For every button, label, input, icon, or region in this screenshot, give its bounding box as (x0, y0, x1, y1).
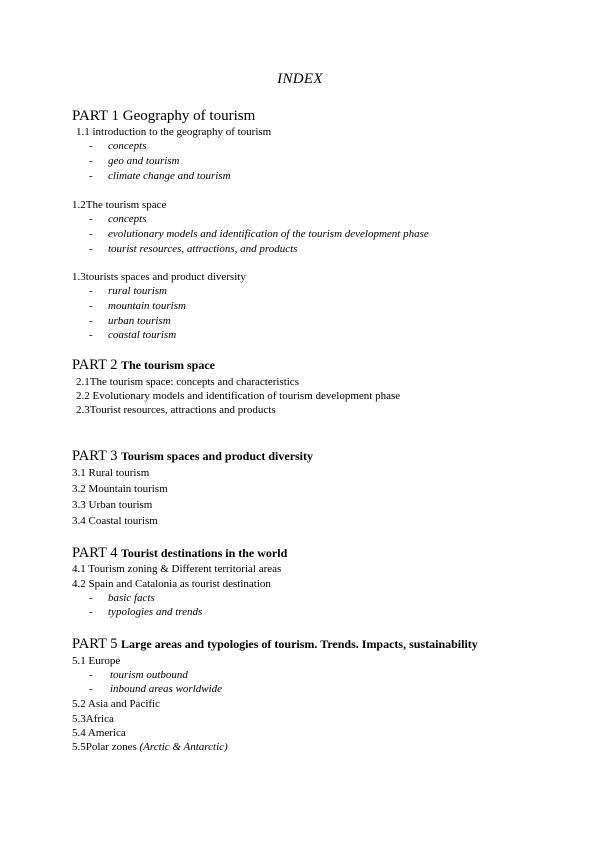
polar-note: (Arctic & Antarctic) (139, 741, 228, 753)
section-2-3: 2.3Tourist resources, attractions and products (76, 404, 276, 416)
section-5-5: 5.5Polar zones (Arctic & Antarctic) (72, 741, 228, 753)
part-2-heading: PART 2 The tourism space (72, 357, 215, 373)
section-5-3: 5.3Africa (72, 713, 114, 725)
page-title: INDEX (277, 71, 323, 87)
list-item: - tourist resources, attractions, and products (89, 243, 298, 255)
section-1-1: 1.1 introduction to the geography of tourism (76, 126, 272, 138)
section-1-3: 1.3tourists spaces and product diversity (72, 271, 246, 283)
list-item: - inbound areas worldwide (89, 683, 223, 695)
section-4-2: 4.2 Spain and Catalonia as tourist destination (72, 578, 271, 590)
list-item: - evolutionary models and identification of the tourism development phase (89, 228, 429, 240)
section-3-2: 3.2 Mountain tourism (72, 483, 168, 495)
list-item: - typologies and trends (89, 606, 203, 618)
list-item: - concepts (89, 140, 147, 152)
part-1-heading: PART 1 Geography of tourism (72, 108, 256, 124)
list-item: - tourism outbound (89, 669, 188, 681)
list-item: - coastal tourism (89, 329, 177, 341)
section-5-1: 5.1 Europe (72, 655, 121, 667)
section-5-4: 5.4 America (72, 727, 126, 739)
section-2-2: 2.2 Evolutionary models and identification of tourism development phase (76, 390, 401, 402)
section-2-1: 2.1The tourism space: concepts and characteristics (76, 376, 299, 388)
section-3-4: 3.4 Coastal tourism (72, 515, 158, 527)
list-item: - climate change and tourism (89, 170, 231, 182)
section-5-2: 5.2 Asia and Pacific (72, 698, 160, 710)
part-4-heading: PART 4 Tourist destinations in the world (72, 545, 288, 561)
section-1-2: 1.2The tourism space (72, 199, 167, 211)
part-5-heading: PART 5 Large areas and typologies of tourism. Trends. Impacts, sustainability (72, 636, 478, 652)
list-item: - urban tourism (89, 315, 171, 327)
list-item: - basic facts (89, 592, 155, 604)
list-item: - geo and tourism (89, 155, 180, 167)
part-3-heading: PART 3 Tourism spaces and product diversity (72, 448, 314, 464)
list-item: - mountain tourism (89, 300, 186, 312)
section-3-1: 3.1 Rural tourism (72, 467, 150, 479)
list-item: - concepts (89, 213, 147, 225)
list-item: - rural tourism (89, 285, 167, 297)
section-4-1: 4.1 Tourism zoning & Different territorial areas (72, 563, 282, 575)
section-3-3: 3.3 Urban tourism (72, 499, 153, 511)
